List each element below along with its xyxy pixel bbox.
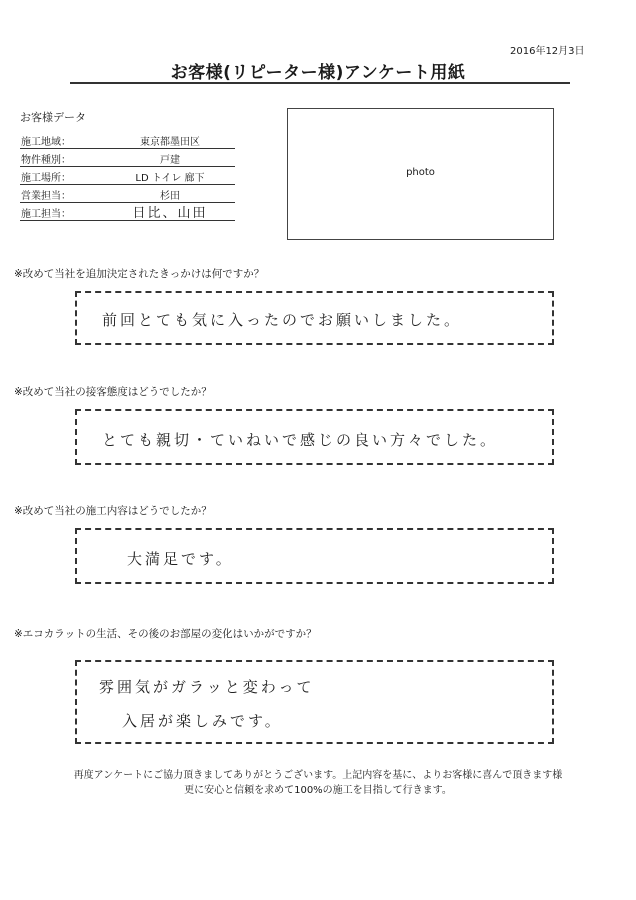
- answer-box-4: [75, 660, 554, 744]
- info-row-area: [20, 130, 235, 149]
- answer-2-text: とても親切・ていねいで感じの良い方々でした。: [102, 431, 499, 449]
- question-2: ※改めて当社の接客態度はどうでしたか？: [14, 386, 212, 398]
- answer-1-text: 前回とても気に入ったのでお願いしました。: [102, 311, 463, 329]
- photo-placeholder: [287, 108, 554, 240]
- info-label-property-type: 物件種別：: [21, 155, 71, 166]
- page-title: お客様(リピーター様)アンケート用紙: [170, 63, 466, 83]
- info-row-location: [20, 166, 235, 185]
- answer-box-3: [75, 528, 554, 584]
- answer-4-line-1: 雰囲気がガラッと変わって: [99, 678, 315, 696]
- footer-line-1: 再度アンケートにご協力頂きましてありがとうございます。上記内容を基に、よりお客様に喜んで頂きます様: [73, 770, 563, 781]
- customer-data-heading: お客様データ: [20, 111, 86, 124]
- photo-label: photo: [406, 167, 435, 178]
- info-value-area: 東京都墨田区: [140, 137, 200, 148]
- answer-box-2: [75, 409, 554, 465]
- info-label-sales-rep: 営業担当：: [21, 191, 71, 202]
- title-underline: [70, 82, 570, 84]
- info-label-installer: 施工担当：: [21, 209, 71, 220]
- answer-3-text: 大満足です。: [127, 550, 234, 568]
- answer-box-1: [75, 291, 554, 345]
- info-row-property-type: [20, 148, 235, 167]
- footer-message: [0, 768, 636, 798]
- info-value-property-type: 戸建: [160, 155, 180, 166]
- question-4: ※エコカラットの生活、その後のお部屋の変化はいかがですか？: [14, 628, 317, 640]
- info-label-location: 施工場所：: [21, 173, 71, 184]
- survey-date: 2016年12月3日: [510, 46, 585, 57]
- info-row-sales-rep: [20, 184, 235, 203]
- footer-line-2: 更に安心と信頼を求めて100%の施工を目指して行きます。: [184, 785, 452, 796]
- info-value-sales-rep: 杉田: [160, 191, 180, 202]
- info-row-installer: [20, 202, 235, 221]
- info-value-installer: 日比、山田: [132, 206, 208, 221]
- info-label-area: 施工地域：: [21, 137, 71, 148]
- answer-4-line-2: 入居が楽しみです。: [122, 712, 283, 730]
- question-1: ※改めて当社を追加決定されたきっかけは何ですか？: [14, 268, 265, 280]
- info-value-location: LD トイレ 廊下: [135, 173, 205, 184]
- question-3: ※改めて当社の施工内容はどうでしたか？: [14, 505, 212, 517]
